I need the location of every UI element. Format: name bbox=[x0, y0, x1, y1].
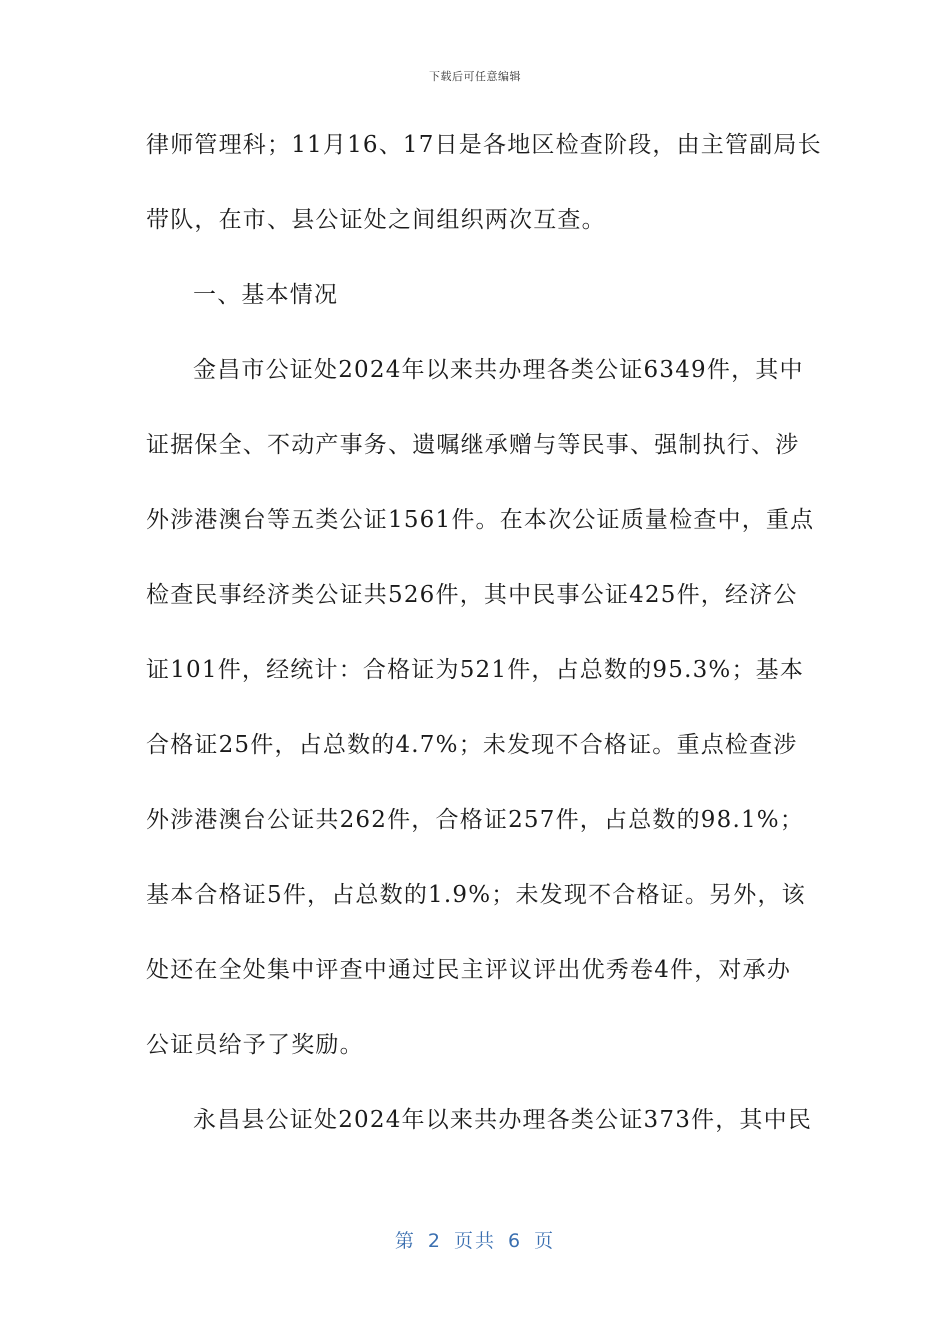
paragraph-line: 带队，在市、县公证处之间组织两次互查。 bbox=[146, 207, 606, 233]
paragraph-line: 外涉港澳台等五类公证1561件。在本次公证质量检查中，重点 bbox=[146, 507, 815, 533]
page-middle: 页共 bbox=[453, 1230, 496, 1252]
paragraph-line: 金昌市公证处2024年以来共办理各类公证6349件，其中 bbox=[193, 357, 804, 383]
paragraph-line: 合格证25件，占总数的4.7%；未发现不合格证。重点检查涉 bbox=[146, 732, 798, 758]
paragraph-line: 公证员给予了奖励。 bbox=[146, 1032, 364, 1058]
paragraph-line: 处还在全处集中评查中通过民主评议评出优秀卷4件，对承办 bbox=[146, 957, 792, 983]
page-prefix: 第 bbox=[394, 1230, 416, 1252]
paragraph-line: 律师管理科；11月16、17日是各地区检查阶段，由主管副局长 bbox=[146, 132, 822, 158]
page-current: 2 bbox=[427, 1230, 442, 1252]
header-note: 下载后可任意编辑 bbox=[429, 70, 521, 83]
page-suffix: 页 bbox=[534, 1230, 556, 1252]
paragraph-line: 永昌县公证处2024年以来共办理各类公证373件，其中民 bbox=[193, 1107, 813, 1133]
paragraph-line: 检查民事经济类公证共526件，其中民事公证425件，经济公 bbox=[146, 582, 798, 608]
page-footer bbox=[0, 1226, 950, 1253]
paragraph-line: 基本合格证5件，占总数的1.9%；未发现不合格证。另外，该 bbox=[146, 882, 806, 908]
paragraph-line: 证据保全、不动产事务、遗嘱继承赠与等民事、强制执行、涉 bbox=[146, 432, 800, 458]
document-body bbox=[146, 118, 822, 1168]
section-heading: 一、基本情况 bbox=[193, 282, 339, 308]
paragraph-line: 外涉港澳台公证共262件，合格证257件，占总数的98.1%； bbox=[146, 807, 805, 833]
page-total: 6 bbox=[508, 1230, 523, 1252]
paragraph-line: 证101件，经统计：合格证为521件，占总数的95.3%；基本 bbox=[146, 657, 805, 683]
